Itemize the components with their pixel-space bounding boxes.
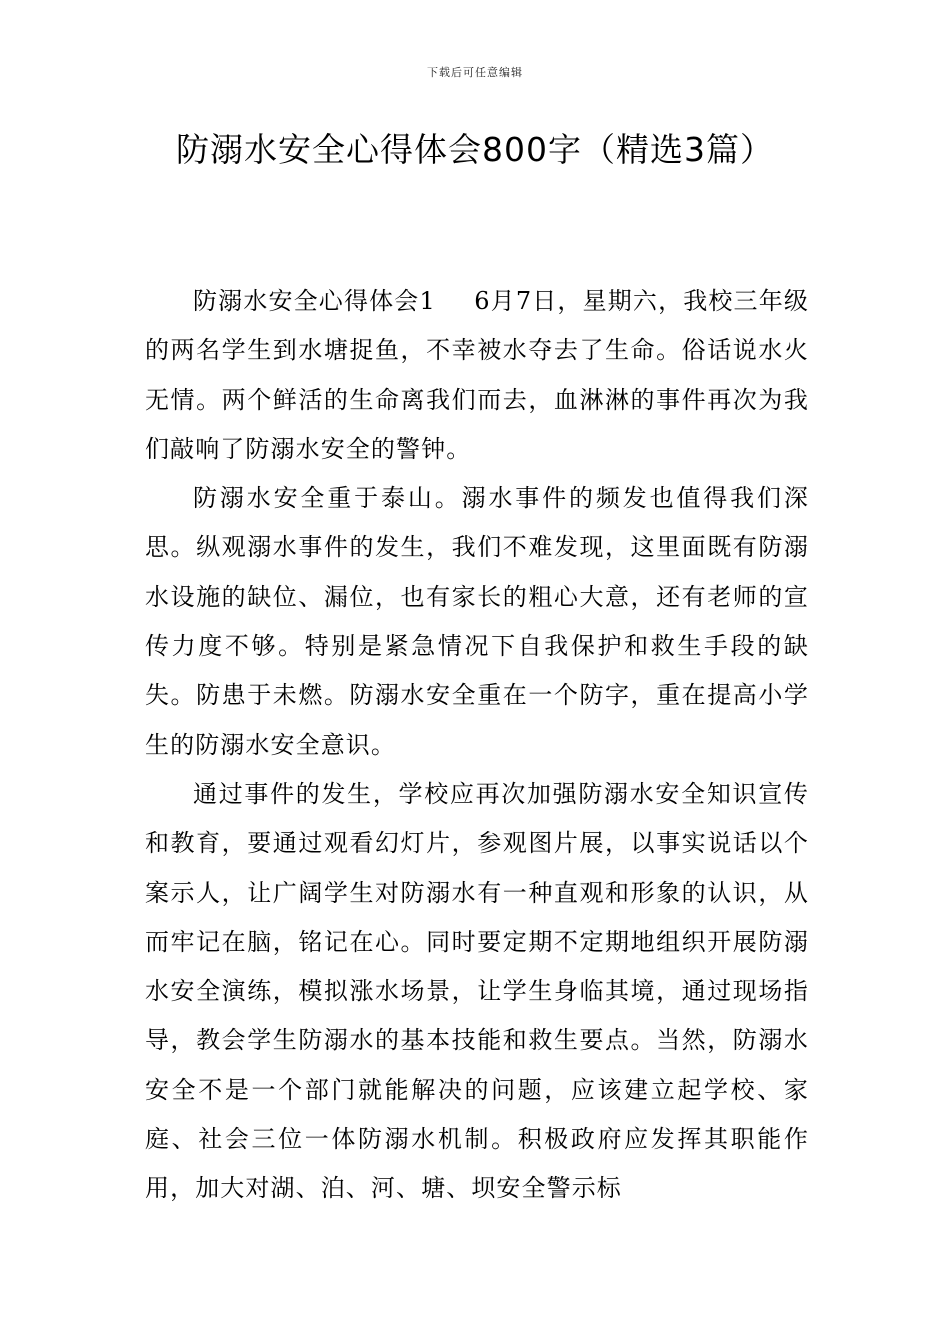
section-heading: 防溺水安全心得体会1 [193,287,436,315]
paragraph-2 [145,474,809,770]
page-title: 防溺水安全心得体会800字（精选3篇） [176,130,774,169]
paragraph-1 [145,277,809,474]
paragraph-text: 6月7日，星期六，我校三年级的两名学生到水塘捉鱼，不幸被水夺去了生命。俗话说水火无情。两个鲜活的生命离我们而去，血淋淋的事件再次为我们敲响了防溺水安全的警钟。 [145,287,809,463]
paragraph-3 [145,770,809,1214]
paragraph-text: 通过事件的发生，学校应再次加强防溺水安全知识宣传和教育，要通过观看幻灯片，参观图片展，以事实说话以个案示人，让广阔学生对防溺水有一种直观和形象的认识，从而牢记在脑，铭记在心。同时要定期不定期地组织开展防溺水安全演练，模拟涨水场景，让学生身临其境，通过现场指导，教会学生防溺水的基本技能和救生要点。当然，防溺水安全不是一个部门就能解决的问题，应该建立起学校、家庭、社会三位一体防溺水机制。积极政府应发挥其职能作用，加大对湖、泊、河、塘、坝安全警示标 [145,779,809,1203]
document-body [145,277,809,1214]
paragraph-text: 防溺水安全重于泰山。溺水事件的频发也值得我们深思。纵观溺水事件的发生，我们不难发现，这里面既有防溺水设施的缺位、漏位，也有家长的粗心大意，还有老师的宣传力度不够。特别是紧急情况下自我保护和救生手段的缺失。防患于未燃。防溺水安全重在一个防字，重在提高小学生的防溺水安全意识。 [145,484,809,759]
header-note: 下载后可任意编辑 [427,66,523,79]
